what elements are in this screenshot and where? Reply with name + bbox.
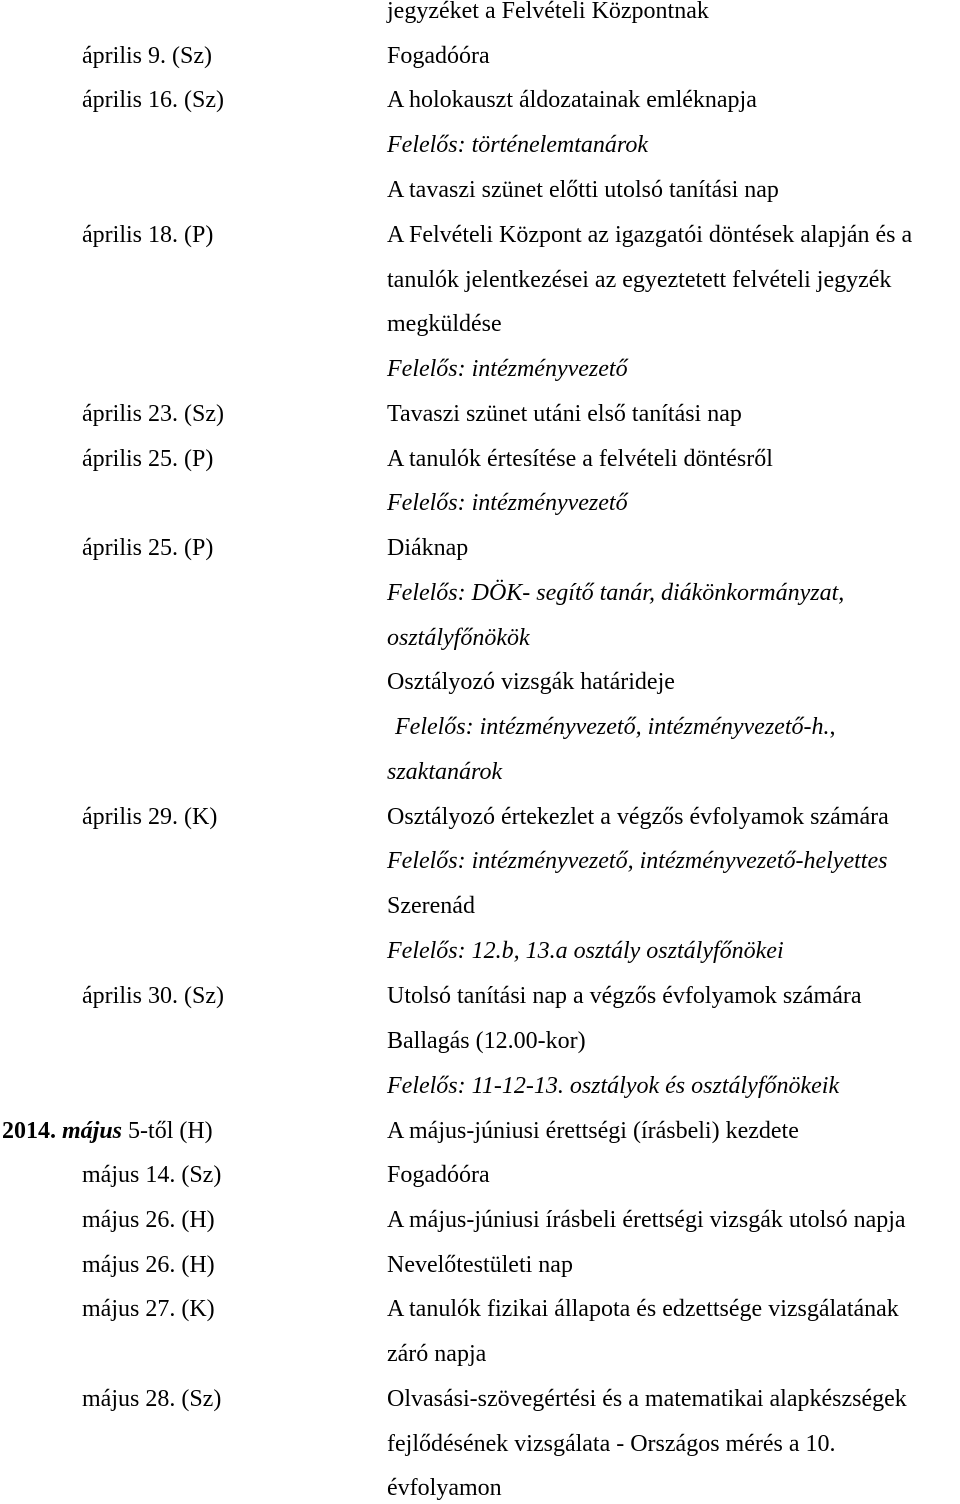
date-day: 5-től (H): [122, 1118, 213, 1144]
event-line: Ballagás (12.00-kor): [387, 1028, 586, 1054]
responsible-line: Felelős: történelemtanárok: [387, 132, 649, 158]
event-line: Fogadóóra: [387, 43, 490, 69]
event-line: Osztályozó vizsgák határideje: [387, 669, 675, 695]
date-may-14: május 14. (Sz): [82, 1162, 222, 1188]
date-may-27: május 27. (K): [82, 1296, 215, 1322]
event-line: megküldése: [387, 311, 502, 337]
event-line: tanulók jelentkezései az egyeztetett felvételi jegyzék: [387, 267, 892, 293]
responsible-line: szaktanárok: [387, 759, 503, 785]
event-line: fejlődésének vizsgálata - Országos mérés a 10.: [387, 1431, 836, 1457]
event-line: Szerenád: [387, 893, 475, 919]
event-line: Nevelőtestületi nap: [387, 1252, 573, 1278]
event-line: A tanulók értesítése a felvételi döntésről: [387, 446, 773, 472]
event-line: A tavaszi szünet előtti utolsó tanítási nap: [387, 177, 779, 203]
event-line: A tanulók fizikai állapota és edzettsége vizsgálatának: [387, 1296, 899, 1322]
event-line: A május-júniusi érettségi (írásbeli) kezdete: [387, 1118, 799, 1144]
date-april-25-first: április 25. (P): [82, 446, 214, 472]
responsible-line: [395, 712, 835, 742]
event-line: A május-júniusi írásbeli érettségi vizsgák utolsó napja: [387, 1207, 906, 1233]
date-april-25-second: április 25. (P): [82, 535, 214, 561]
date-year: 2014.: [2, 1118, 56, 1144]
date-month: május: [62, 1118, 123, 1144]
event-line: Diáknap: [387, 535, 469, 561]
event-line: évfolyamon: [387, 1475, 502, 1501]
date-april-23: április 23. (Sz): [82, 401, 224, 427]
responsible-line: Felelős: 11-12-13. osztályok és osztályfőnökeik: [387, 1073, 840, 1099]
date-april-16: április 16. (Sz): [82, 87, 224, 113]
date-april-9: április 9. (Sz): [82, 43, 212, 69]
event-line: A Felvételi Központ az igazgatói döntések alapján és a: [387, 222, 913, 248]
event-line: Olvasási-szövegértési és a matematikai alapkészségek: [387, 1386, 907, 1412]
event-line: Utolsó tanítási nap a végzős évfolyamok számára: [387, 983, 862, 1009]
responsible-line: osztályfőnökök: [387, 625, 530, 651]
responsible-line: Felelős: DÖK- segítő tanár, diákönkormányzat,: [387, 580, 845, 606]
responsible-text: Felelős: intézményvezető, intézményvezető-h.: [395, 714, 830, 740]
date-april-18: április 18. (P): [82, 222, 214, 248]
event-line: Tavaszi szünet utáni első tanítási nap: [387, 401, 742, 427]
responsible-line: Felelős: intézményvezető: [387, 490, 628, 516]
date-may-26-first: május 26. (H): [82, 1207, 215, 1233]
responsible-line: Felelős: intézményvezető: [387, 356, 628, 382]
date-april-30: április 30. (Sz): [82, 983, 224, 1009]
date-may-5: [2, 1116, 213, 1146]
comma: ,: [829, 714, 836, 740]
responsible-line: Felelős: 12.b, 13.a osztály osztályfőnökei: [387, 938, 784, 964]
event-line: Fogadóóra: [387, 1162, 490, 1188]
event-line: jegyzéket a Felvételi Központnak: [387, 0, 709, 24]
event-line: záró napja: [387, 1341, 487, 1367]
event-line: Osztályozó értekezlet a végzős évfolyamok számára: [387, 804, 889, 830]
date-may-26-second: május 26. (H): [82, 1252, 215, 1278]
event-line: A holokauszt áldozatainak emléknapja: [387, 87, 757, 113]
responsible-line: Felelős: intézményvezető, intézményvezető-helyettes: [387, 848, 888, 874]
date-may-28: május 28. (Sz): [82, 1386, 222, 1412]
date-april-29: április 29. (K): [82, 804, 218, 830]
